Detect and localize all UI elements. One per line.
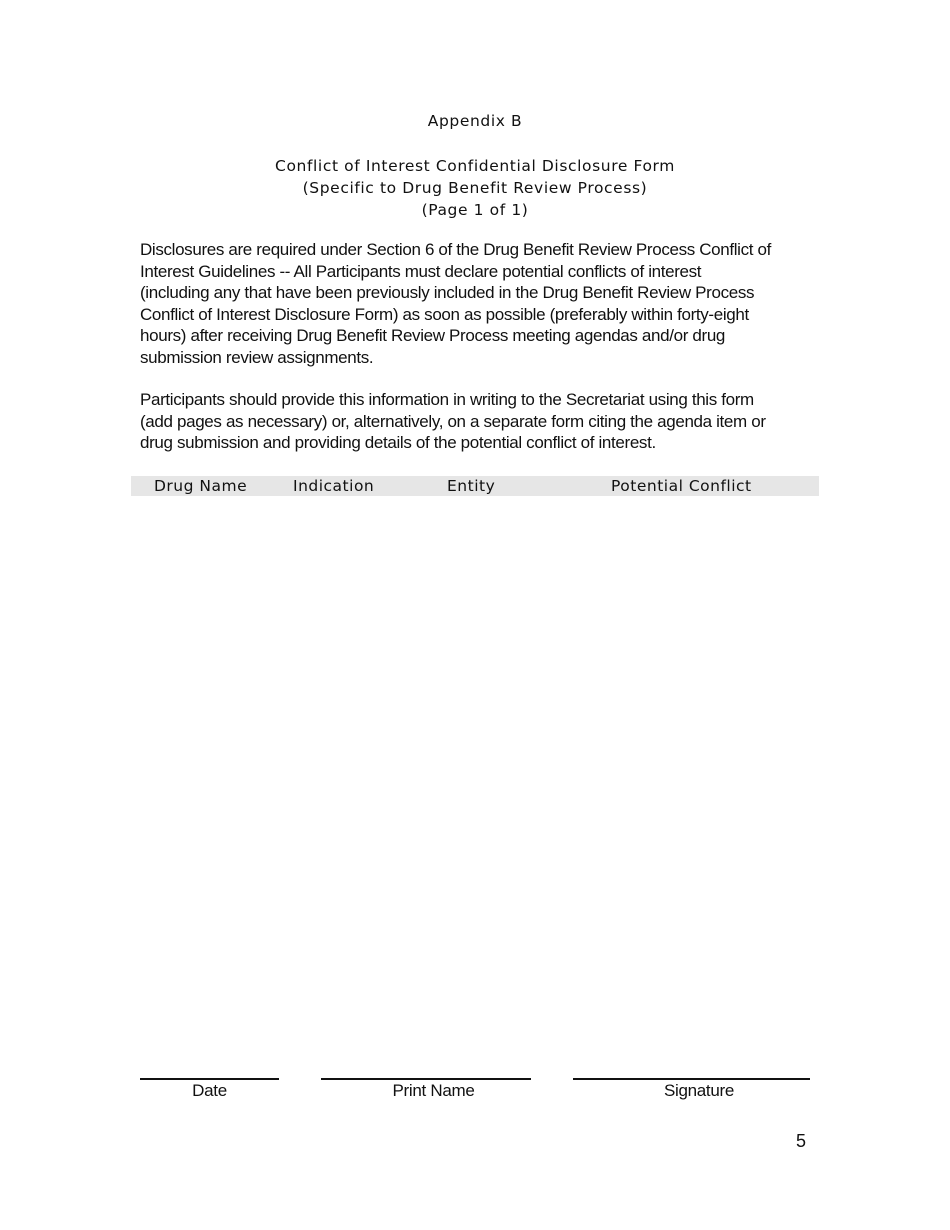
- print-name-line[interactable]: [321, 1078, 531, 1080]
- form-subtitle-line: (Specific to Drug Benefit Review Process): [302, 179, 648, 197]
- paragraph-line: hours) after receiving Drug Benefit Review Process meeting agendas and/or drug: [140, 326, 726, 345]
- print-name-label: Print Name: [392, 1081, 475, 1100]
- column-header-entity: Entity: [447, 477, 496, 495]
- date-line[interactable]: [140, 1078, 279, 1080]
- signature-label: Signature: [663, 1081, 735, 1100]
- instructions-paragraph: [140, 389, 815, 454]
- date-label: Date: [192, 1081, 227, 1100]
- signature-line[interactable]: [573, 1078, 810, 1080]
- form-title-line: Conflict of Interest Confidential Disclosure Form: [275, 157, 675, 175]
- page-count-line: (Page 1 of 1): [421, 201, 529, 219]
- paragraph-line: submission review assignments.: [140, 347, 374, 367]
- column-header-indication: Indication: [293, 477, 375, 495]
- conflict-table-header: [131, 476, 819, 496]
- column-header-potential-conflict: Potential Conflict: [611, 477, 752, 495]
- paragraph-line: (add pages as necessary) or, alternatively, on a separate form citing the agenda item or: [140, 411, 766, 431]
- paragraph-line: Participants should provide this information in writing to the Secretariat using this form: [140, 390, 754, 409]
- disclosure-requirements-paragraph: [140, 239, 815, 368]
- paragraph-line: (including any that have been previously included in the Drug Benefit Review Process: [140, 283, 755, 302]
- form-title: [0, 155, 950, 221]
- paragraph-line: Conflict of Interest Disclosure Form) as soon as possible (preferably within forty-eight: [140, 304, 749, 324]
- column-header-drug-name: Drug Name: [154, 477, 248, 495]
- paragraph-line: Disclosures are required under Section 6 of the Drug Benefit Review Process Conflict of: [140, 240, 771, 259]
- paragraph-line: drug submission and providing details of the potential conflict of interest.: [140, 433, 656, 452]
- appendix-heading: Appendix B: [427, 112, 523, 130]
- paragraph-line: Interest Guidelines -- All Participants must declare potential conflicts of interest: [140, 261, 702, 281]
- page-number: 5: [796, 1131, 807, 1151]
